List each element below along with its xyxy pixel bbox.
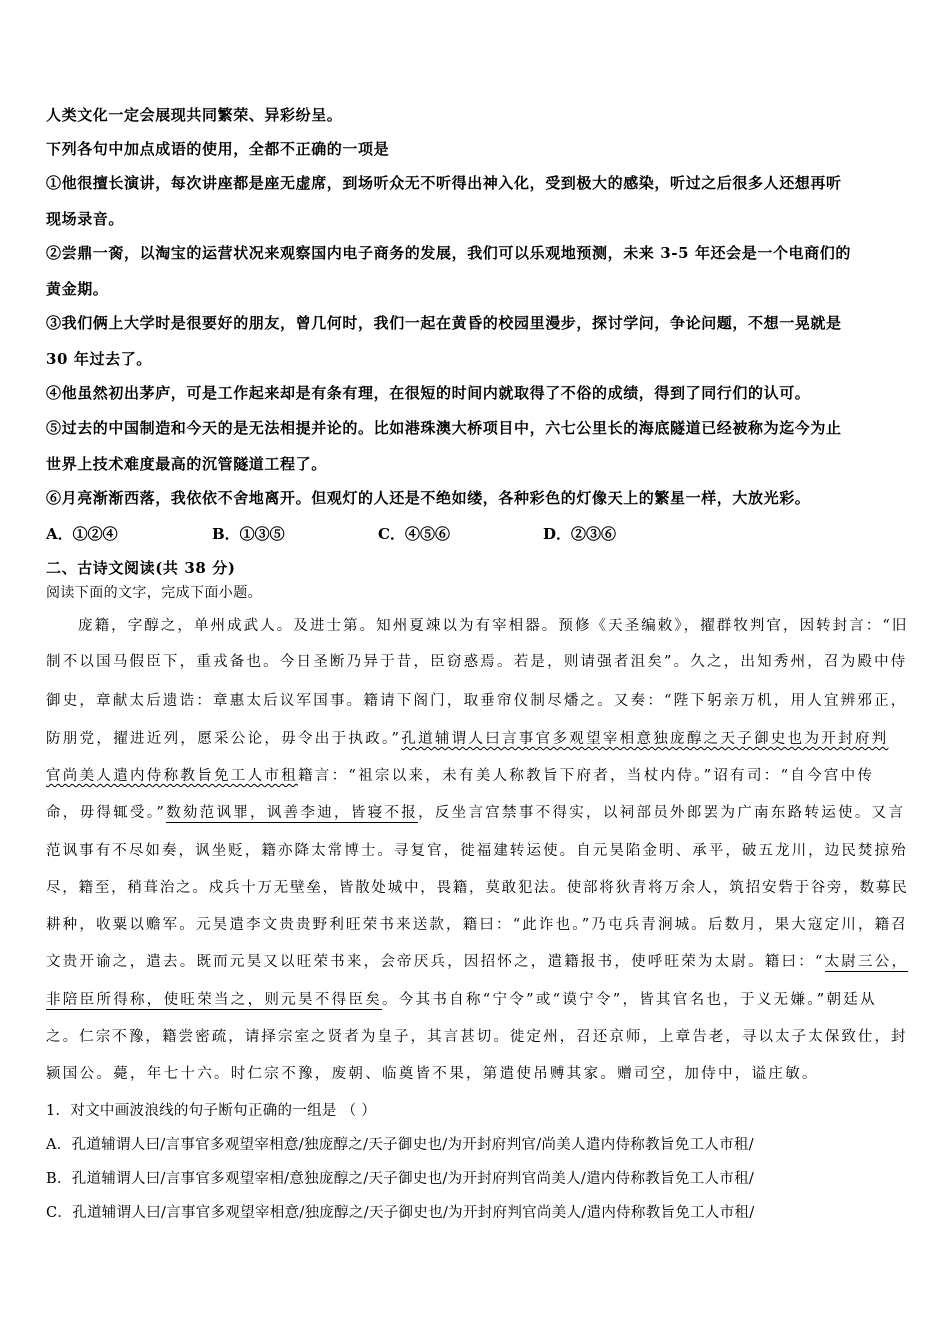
passage-segment: 命，毋得辄受。” (46, 805, 167, 821)
question-1-option-a[interactable]: A．孔道辅谓人曰/言事官多观望宰相意/独庞醇之/天子御史也/为开封府判官/尚美人遣内侍称教旨免工人市租/ (46, 1137, 754, 1153)
passage-line: 御史，章献太后遗诰：章惠太后议军国事。籍请下阁门，取垂帘仪制尽燔之。又奏：“陛下躬亲万机，用人宜辨邪正， (46, 693, 908, 709)
passage-line: 制不以国马假臣下，重戎备也。今日圣断乃异于昔，臣窃惑焉。若是，则请强者沮矣”。久之，出知秀州，召为殿中侍 (46, 654, 908, 670)
answer-option-b[interactable]: B．①③⑤ (212, 525, 285, 543)
passage-segment: ，反坐言宫禁事不得实，以祠部员外郎罢为广南东路转运使。又言 (418, 805, 906, 821)
passage-line (46, 988, 877, 1009)
question-1-stem: 1．对文中画波浪线的句子断句正确的一组是 （ ） (46, 1103, 377, 1119)
answer-option-c[interactable]: C．④⑤⑥ (378, 525, 450, 543)
question-1-option-b[interactable]: B．孔道辅谓人曰/言事官多观望宰相/意独庞醇之/天子御史也/为开封府判官尚美人/遣内侍称教旨免工人市租/ (46, 1171, 755, 1187)
underlined-sentence: 数劾范讽罪，讽善李迪，皆寝不报 (166, 805, 419, 821)
passage-segment: 防朋党，擢进近列，愿采公论，毋令出于执政。” (46, 731, 402, 747)
passage-line (46, 801, 905, 822)
question-stem: 下列各句中加点成语的使用，全都不正确的一项是 (46, 140, 390, 158)
passage-segment: 文贵开谕之，遣去。既而元昊又以旺荣书来，会帝厌兵，因招怀之，遣籍报书，使呼旺荣为太尉。籍曰：“ (46, 954, 825, 970)
passage-segment: 籍言：“祖宗以来，未有美人称教旨下府者，当杖内侍。”诏有司：“自今宫中传 (298, 768, 875, 784)
wavy-underlined-sentence: 官尚美人遣内侍称教旨免工人市租 (46, 768, 298, 784)
passage-line: 之。仁宗不豫，籍尝密疏，请择宗室之贤者为皇子，其言甚切。徙定州，召还京师，上章告老，寻以太子太保致仕，封 (46, 1029, 908, 1045)
underlined-sentence: 太尉三公， (824, 954, 909, 970)
passage-line (46, 950, 908, 971)
intro-line: 人类文化一定会展现共同繁荣、异彩纷呈。 (46, 106, 343, 124)
question-1-option-c[interactable]: C．孔道辅谓人曰/言事官多观望宰相意/独庞醇之/天子御史也/为开封府判官尚美人/遣内侍称教旨免工人市租/ (46, 1205, 755, 1221)
underlined-sentence: 非陪臣所得称，使旺荣当之，则元昊不得臣矣 (46, 992, 382, 1008)
passage-line: 颍国公。薨，年七十六。时仁宗不豫，废朝、临奠皆不果，第遣使吊赙其家。赠司空，加侍中，谥庄敏。 (46, 1066, 819, 1082)
item-6: ⑥月亮渐渐西落，我依依不舍地离开。但观灯的人还是不绝如缕，各种彩色的灯像天上的繁星一样，大放光彩。 (46, 489, 811, 507)
passage-line: 庞籍，字醇之，单州成武人。及进士第。知州夏竦以为有宰相器。预修《天圣编敕》，擢群牧判官，因转封言：“旧 (78, 618, 909, 634)
passage-line: 尽，籍至，稍葺治之。戍兵十万无壁垒，皆散处城中，畏籍，莫敢犯法。使部将狄青将万余人，筑招安砦于谷旁，数募民 (46, 880, 909, 896)
item-1: ①他很擅长演讲，每次讲座都是座无虚席，到场听众无不听得出神入化，受到极大的感染，听过之后很多人还想再听 (46, 174, 842, 192)
answer-option-d[interactable]: D．②③⑥ (543, 525, 617, 543)
passage-segment: 。今其书自称“宁令”或“谟宁令”，皆其官名也，于义无嫌。”朝廷从 (382, 992, 877, 1008)
item-2-continued: 黄金期。 (46, 280, 109, 298)
section-instruction: 阅读下面的文字，完成下面小题。 (46, 585, 262, 601)
passage-line (46, 764, 874, 785)
item-5-continued: 世界上技术难度最高的沉管隧道工程了。 (46, 455, 327, 473)
passage-line: 耕种，收粟以赡军。元昊遣李文贵贵野利旺荣书来送款，籍曰：“此诈也。”乃屯兵青涧城。后数月，果大寇定川，籍召 (46, 917, 908, 933)
wavy-underlined-sentence: 孔道辅谓人曰言事官多观望宰相意独庞醇之天子御史也为开封府判 (401, 731, 889, 747)
passage-line: 范讽事有不尽如奏，讽坐贬，籍亦降太常博士。寻复官，徙福建转运使。自元昊陷金明、承平，破五龙川，边民焚掠殆 (46, 843, 908, 859)
item-4: ④他虽然初出茅庐，可是工作起来却是有条有理，在很短的时间内就取得了不俗的成绩，得到了同行们的认可。 (46, 384, 811, 402)
item-3: ③我们俩上大学时是很要好的朋友，曾几何时，我们一起在黄昏的校园里漫步，探讨学问，争论问题，不想一晃就是 (46, 314, 842, 332)
item-5: ⑤过去的中国制造和今天的是无法相提并论的。比如港珠澳大桥项目中，六七公里长的海底隧道已经被称为迄今为止 (46, 419, 842, 437)
answer-option-a[interactable]: A．①②④ (46, 525, 118, 543)
passage-line (46, 727, 888, 748)
item-3-continued: 30 年过去了。 (46, 350, 152, 368)
item-2: ②尝鼎一脔，以淘宝的运营状况来观察国内电子商务的发展，我们可以乐观地预测，未来 3-5 年还会是一个电商们的 (46, 244, 851, 262)
section-title: 二、古诗文阅读(共 38 分) (46, 559, 236, 577)
item-1-continued: 现场录音。 (46, 210, 125, 228)
